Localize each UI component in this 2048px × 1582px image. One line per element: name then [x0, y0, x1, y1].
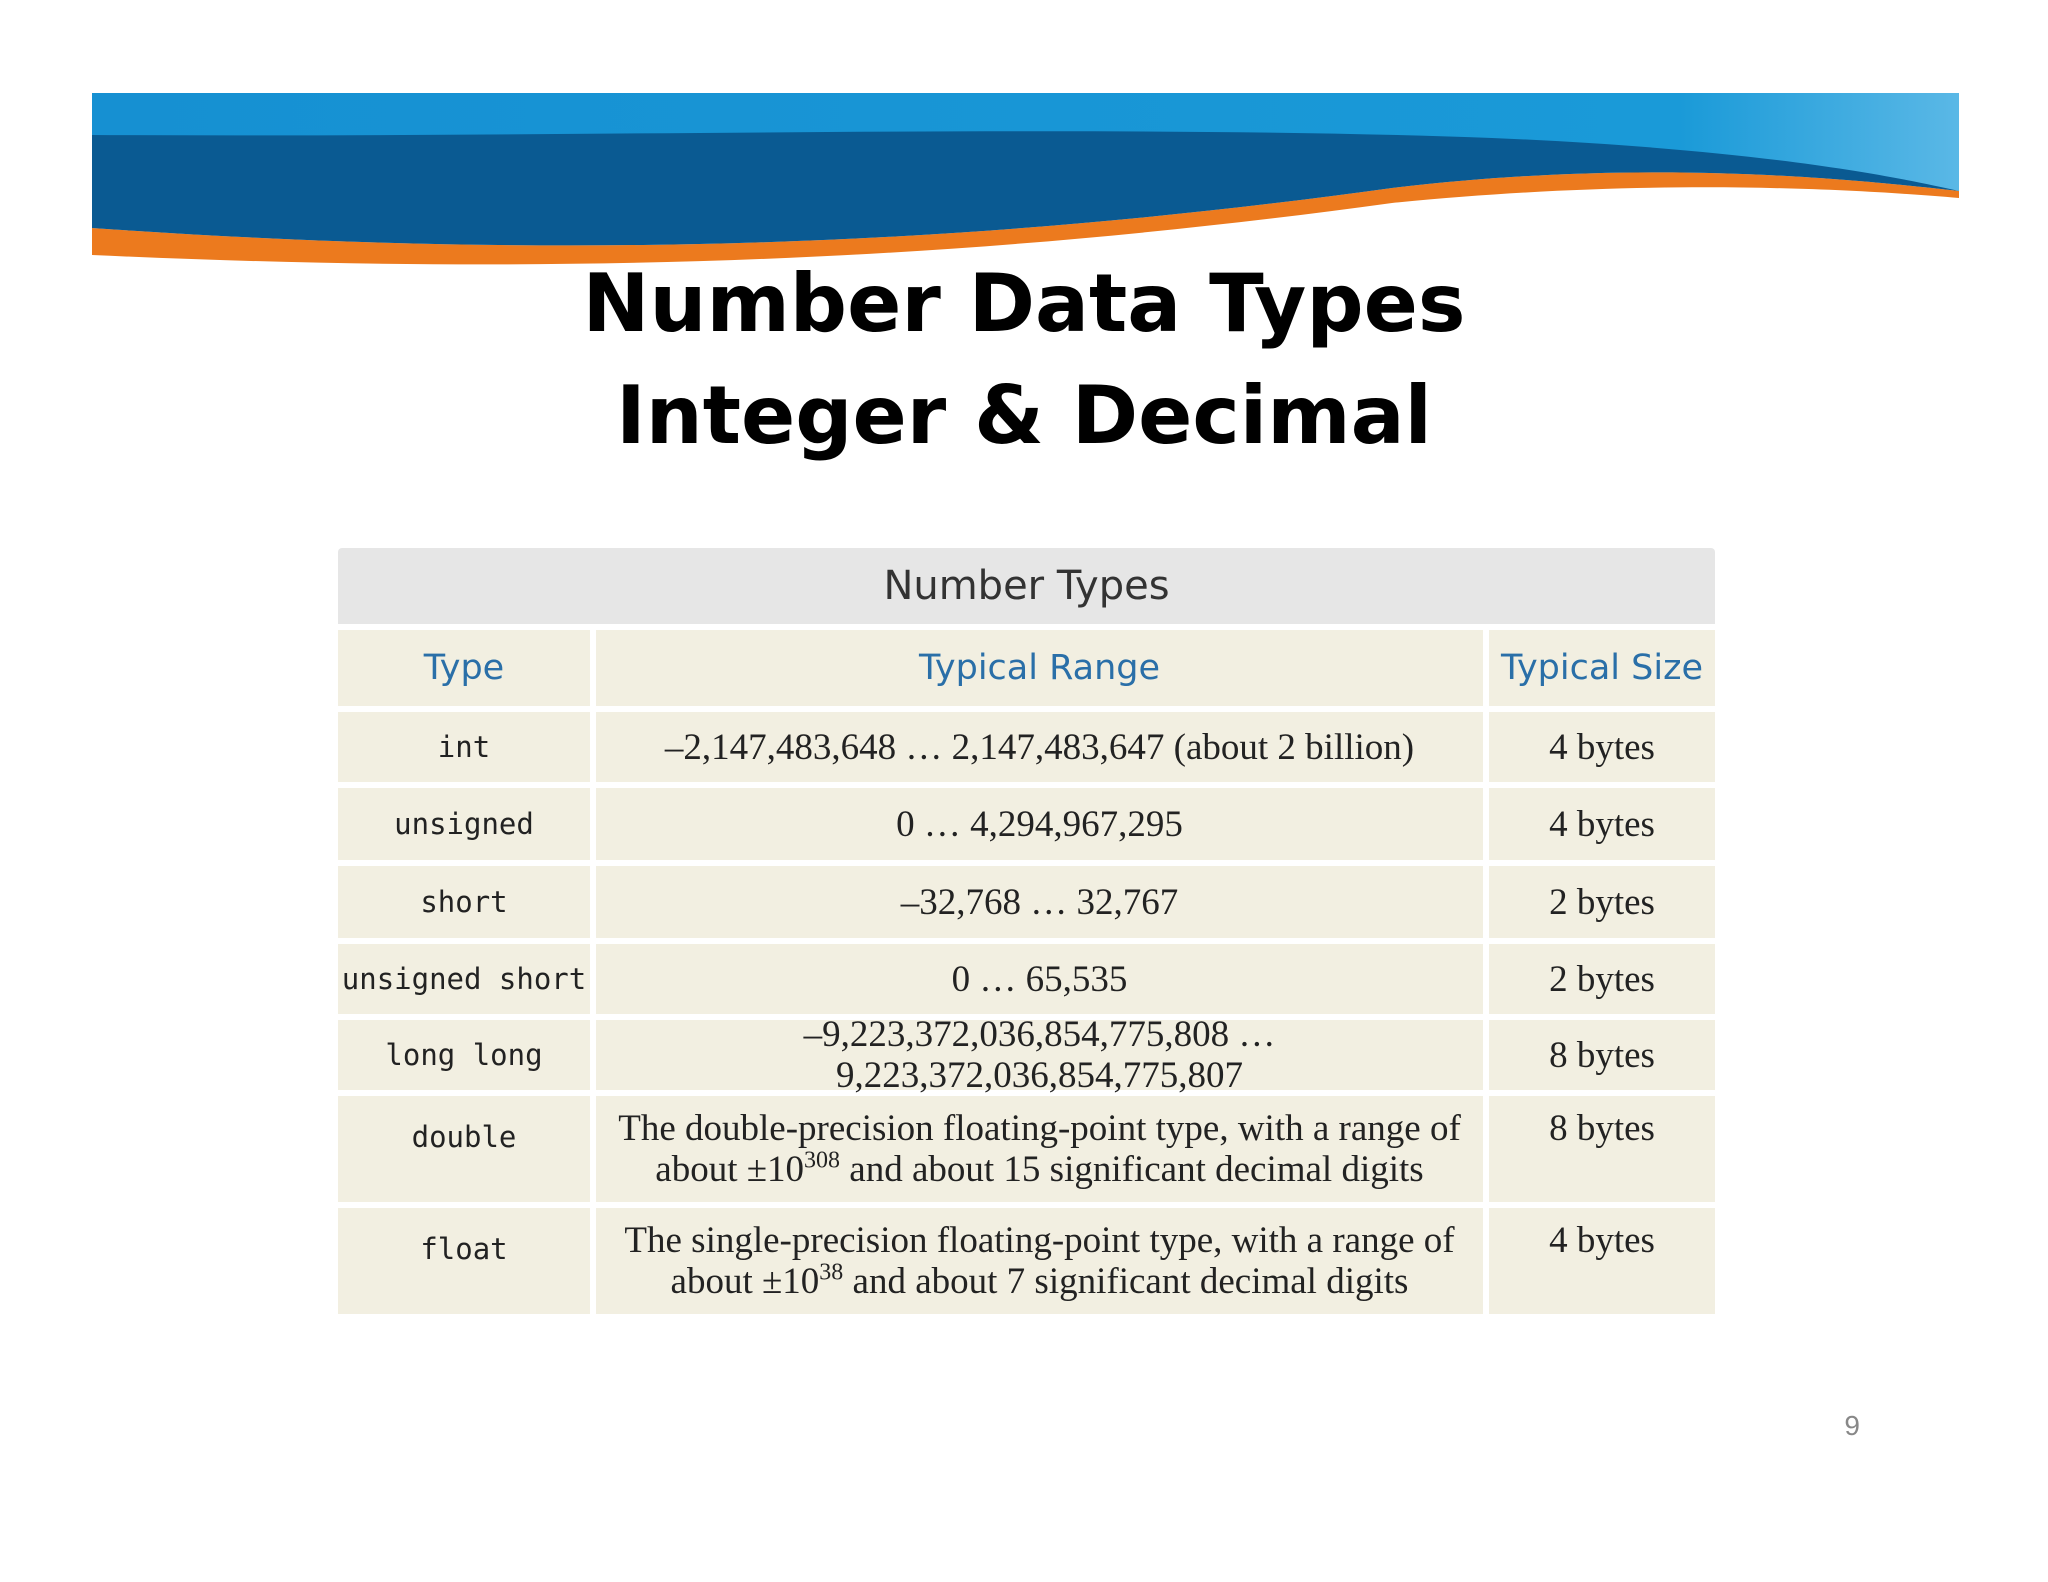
- number-types-table: [338, 548, 1715, 1320]
- table-row: [338, 788, 1715, 860]
- size-cell: 8 bytes: [1489, 1020, 1715, 1090]
- table-row: [338, 1096, 1715, 1202]
- exponent: 308: [804, 1147, 841, 1174]
- size-cell: 8 bytes: [1489, 1096, 1715, 1202]
- type-cell: float: [338, 1208, 590, 1314]
- table-row: [338, 866, 1715, 938]
- type-cell: int: [338, 712, 590, 782]
- range-text: The single-precision floating-point type, with a range of about $\pm 10^{38}$ and about 7 significant decimal digits: [624, 1220, 1455, 1302]
- header-size: Typical Size: [1489, 630, 1715, 706]
- table-row: [338, 1014, 1715, 1096]
- size-cell: 4 bytes: [1489, 1208, 1715, 1314]
- range-cell: [596, 1096, 1483, 1202]
- size-cell: 2 bytes: [1489, 866, 1715, 938]
- range-cell: 0 … 65,535: [596, 944, 1483, 1014]
- type-cell: unsigned short: [338, 944, 590, 1014]
- header-type: Type: [338, 630, 590, 706]
- table-row: [338, 712, 1715, 782]
- range-cell: –2,147,483,648 … 2,147,483,647 (about 2 billion): [596, 712, 1483, 782]
- header-range: Typical Range: [596, 630, 1483, 706]
- type-cell: short: [338, 866, 590, 938]
- title-line-1: Number Data Types: [582, 257, 1466, 350]
- range-cell: –32,768 … 32,767: [596, 866, 1483, 938]
- range-cell: –9,223,372,036,854,775,808 … 9,223,372,036,854,775,807: [596, 1020, 1483, 1090]
- size-cell: 4 bytes: [1489, 712, 1715, 782]
- title-line-2: Integer & Decimal: [616, 369, 1432, 462]
- size-cell: 2 bytes: [1489, 944, 1715, 1014]
- table-row: [338, 1208, 1715, 1314]
- page-number: 9: [1844, 1410, 1860, 1441]
- slide-title: [0, 248, 2048, 472]
- header-banner: [92, 93, 1959, 273]
- exponent: 38: [819, 1259, 844, 1286]
- type-cell: double: [338, 1096, 590, 1202]
- table-row: [338, 944, 1715, 1014]
- type-cell: unsigned: [338, 788, 590, 860]
- range-cell: 0 … 4,294,967,295: [596, 788, 1483, 860]
- table-caption: Number Types: [338, 548, 1715, 624]
- range-text: The double-precision floating-point type, with a range of about $\pm 10^{308}$ and about 15 significant decimal digits: [618, 1108, 1461, 1190]
- table-header-row: [338, 630, 1715, 706]
- type-cell: long long: [338, 1020, 590, 1090]
- range-cell: [596, 1208, 1483, 1314]
- size-cell: 4 bytes: [1489, 788, 1715, 860]
